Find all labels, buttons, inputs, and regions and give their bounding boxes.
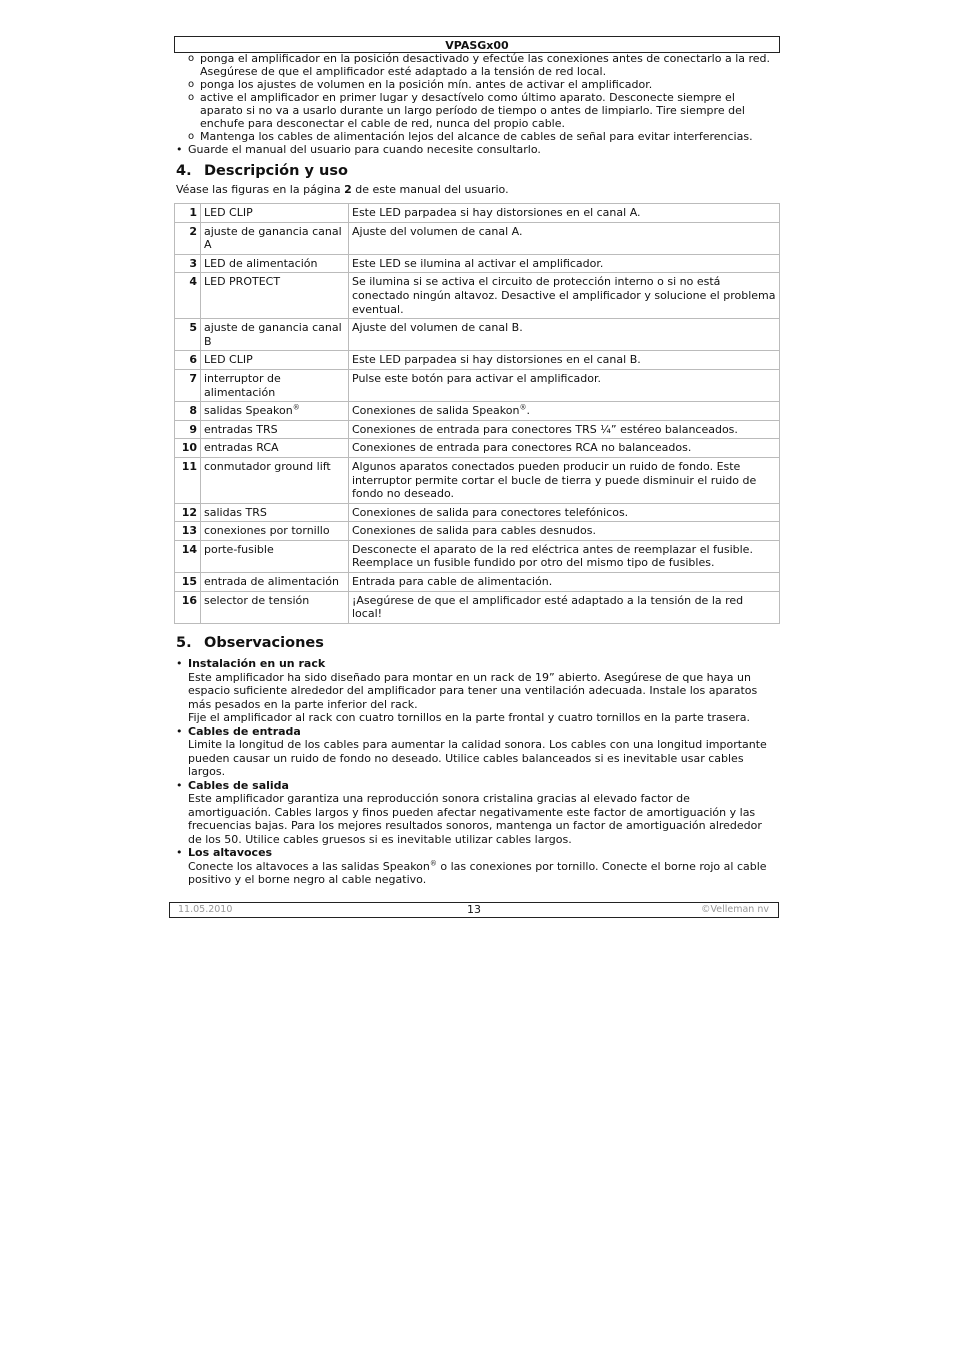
keep-manual-list <box>176 143 776 157</box>
table-row <box>175 457 780 503</box>
table-row <box>175 319 780 351</box>
part-number: 13 <box>175 522 201 541</box>
part-name: LED CLIP <box>201 351 349 370</box>
table-row <box>175 369 780 401</box>
part-description: ¡Asegúrese de que el amplificador esté adaptado a la tensión de la red local! <box>349 591 780 623</box>
part-name: LED de alimentación <box>201 254 349 273</box>
part-name: porte-fusible <box>201 540 349 572</box>
item-body-extra: Fije el amplificador al rack con cuatro tornillos en la parte frontal y cuatro tornillos en la parte trasera. <box>188 711 751 724</box>
item-body: Limite la longitud de los cables para aumentar la calidad sonora. Los cables con una longitud importante pueden causar un ruido de fondo no deseado. Utilice cables balanceados si es inevitable usar cables largos. <box>188 738 767 778</box>
intro-text: Véase las figuras en la página <box>176 183 345 196</box>
intro-page-number: 2 <box>344 183 352 196</box>
section-5 <box>176 634 776 887</box>
part-number: 2 <box>175 222 201 254</box>
item-body: Este amplificador garantiza una reproducción sonora cristalina gracias al elevado factor de amortiguación. Cables largos y finos pueden afectar negativamente este factor de amortiguación y las frecuencias bajas. Para los mejores resultados sonoros, mantenga un factor de amortiguación alrededor de los 50. Utilice cables gruesos si es inevitable utilizar cables largos. <box>188 792 762 846</box>
section-number: 4. <box>176 163 192 179</box>
part-description: Ajuste del volumen de canal A. <box>349 222 780 254</box>
table-row <box>175 503 780 522</box>
header-title: VPASGx00 <box>445 39 509 52</box>
part-description: Ajuste del volumen de canal B. <box>349 319 780 351</box>
footer-date: 11.05.2010 <box>178 904 233 915</box>
part-name: entrada de alimentación <box>201 573 349 592</box>
footer-copyright: ©Velleman nv <box>701 904 769 915</box>
part-number: 3 <box>175 254 201 273</box>
part-description: Este LED parpadea si hay distorsiones en el canal A. <box>349 204 780 223</box>
part-name: LED PROTECT <box>201 273 349 319</box>
page-header <box>174 36 780 53</box>
table-row <box>175 222 780 254</box>
section-heading <box>176 634 776 652</box>
part-number: 10 <box>175 439 201 458</box>
part-name: conexiones por tornillo <box>201 522 349 541</box>
safety-list <box>176 52 776 143</box>
item-body: Conecte los altavoces a las salidas Speakon® o las conexiones por tornillo. Conecte el borne rojo al cable positivo y el borne negro al cable negativo. <box>188 858 767 886</box>
list-item <box>176 725 776 779</box>
item-title: • Los altavoces <box>188 846 273 859</box>
part-description: Este LED parpadea si hay distorsiones en el canal B. <box>349 351 780 370</box>
table-row <box>175 540 780 572</box>
part-name: LED CLIP <box>201 204 349 223</box>
part-number: 9 <box>175 420 201 439</box>
item-title: • Cables de entrada <box>188 724 301 738</box>
item-title: • Instalación en un rack <box>188 657 326 670</box>
table-row <box>175 420 780 439</box>
observations-list <box>176 657 776 887</box>
part-number: 14 <box>175 540 201 572</box>
section-intro <box>176 183 776 197</box>
part-number: 8 <box>175 402 201 421</box>
list-item: o Mantenga los cables de alimentación lejos del alcance de cables de señal para evitar interferencias. <box>176 130 776 143</box>
part-name: entradas TRS <box>201 420 349 439</box>
part-description: Conexiones de salida Speakon®. <box>349 402 780 421</box>
part-number: 5 <box>175 319 201 351</box>
part-description: Desconecte el aparato de la red eléctrica antes de reemplazar el fusible. Reemplace un fusible fundido por otro del mismo tipo de fusibles. <box>349 540 780 572</box>
intro-text-end: de este manual del usuario. <box>351 183 509 196</box>
page-number: 13 <box>467 903 481 916</box>
parts-table <box>174 203 780 624</box>
part-description: Este LED se ilumina al activar el amplificador. <box>349 254 780 273</box>
part-description: Conexiones de entrada para conectores TRS ¼” estéreo balanceados. <box>349 420 780 439</box>
part-description: Conexiones de salida para cables desnudos. <box>349 522 780 541</box>
section-heading <box>176 162 776 180</box>
part-name: conmutador ground lift <box>201 457 349 503</box>
part-number: 6 <box>175 351 201 370</box>
safety-section <box>176 52 776 157</box>
page-footer <box>169 902 779 918</box>
list-item <box>176 846 776 887</box>
table-row <box>175 522 780 541</box>
list-item: o active el amplificador en primer lugar y desactívelo como último aparato. Desconecte siempre el aparato si no va a usarlo durante un largo período de tiempo o antes de limpiarlo. Tire siempre del enchufe para desconectar el cable de red, nunca del propio cable. <box>176 91 776 130</box>
parts-table-body <box>175 204 780 624</box>
table-row <box>175 573 780 592</box>
part-name: interruptor de alimentación <box>201 369 349 401</box>
section-number: 5. <box>176 635 192 651</box>
table-row <box>175 439 780 458</box>
part-number: 16 <box>175 591 201 623</box>
part-name: salidas TRS <box>201 503 349 522</box>
table-row <box>175 351 780 370</box>
section-title: Descripción y uso <box>204 163 348 179</box>
section-4 <box>176 162 776 197</box>
table-row <box>175 591 780 623</box>
item-body: Este amplificador ha sido diseñado para montar en un rack de 19” abierto. Asegúrese de que haya un espacio suficiente alrededor del amplificador para tener una ventilación adecuada. Instale los aparatos más pesados en la parte inferior del rack. <box>188 670 758 711</box>
part-description: Pulse este botón para activar el amplificador. <box>349 369 780 401</box>
part-number: 1 <box>175 204 201 223</box>
part-number: 15 <box>175 573 201 592</box>
part-name: salidas Speakon® <box>201 402 349 421</box>
table-row <box>175 254 780 273</box>
part-number: 11 <box>175 457 201 503</box>
table-row <box>175 204 780 223</box>
part-description: Entrada para cable de alimentación. <box>349 573 780 592</box>
part-description: Se ilumina si se activa el circuito de protección interno o si no está conectado ningún altavoz. Desactive el amplificador y solucione el problema eventual. <box>349 273 780 319</box>
table-row <box>175 273 780 319</box>
item-title: • Cables de salida <box>188 778 289 792</box>
part-description: Conexiones de entrada para conectores RCA no balanceados. <box>349 439 780 458</box>
part-description: Algunos aparatos conectados pueden producir un ruido de fondo. Este interruptor permite cortar el bucle de tierra y puede disminuir el ruido de fondo no deseado. <box>349 457 780 503</box>
part-name: selector de tensión <box>201 591 349 623</box>
part-number: 4 <box>175 273 201 319</box>
list-item <box>176 657 776 725</box>
list-item: o ponga el amplificador en la posición desactivado y efectúe las conexiones antes de conectarlo a la red. Asegúrese de que el amplificador esté adaptado a la tensión de red local. <box>176 52 776 78</box>
part-name: ajuste de ganancia canal B <box>201 319 349 351</box>
part-description: Conexiones de salida para conectores telefónicos. <box>349 503 780 522</box>
list-item: o ponga los ajustes de volumen en la posición mín. antes de activar el amplificador. <box>176 78 776 91</box>
list-item <box>176 779 776 847</box>
section-title: Observaciones <box>204 635 324 651</box>
list-item: • Guarde el manual del usuario para cuando necesite consultarlo. <box>176 143 776 157</box>
table-row <box>175 402 780 421</box>
part-number: 7 <box>175 369 201 401</box>
part-name: entradas RCA <box>201 439 349 458</box>
part-name: ajuste de ganancia canal A <box>201 222 349 254</box>
part-number: 12 <box>175 503 201 522</box>
